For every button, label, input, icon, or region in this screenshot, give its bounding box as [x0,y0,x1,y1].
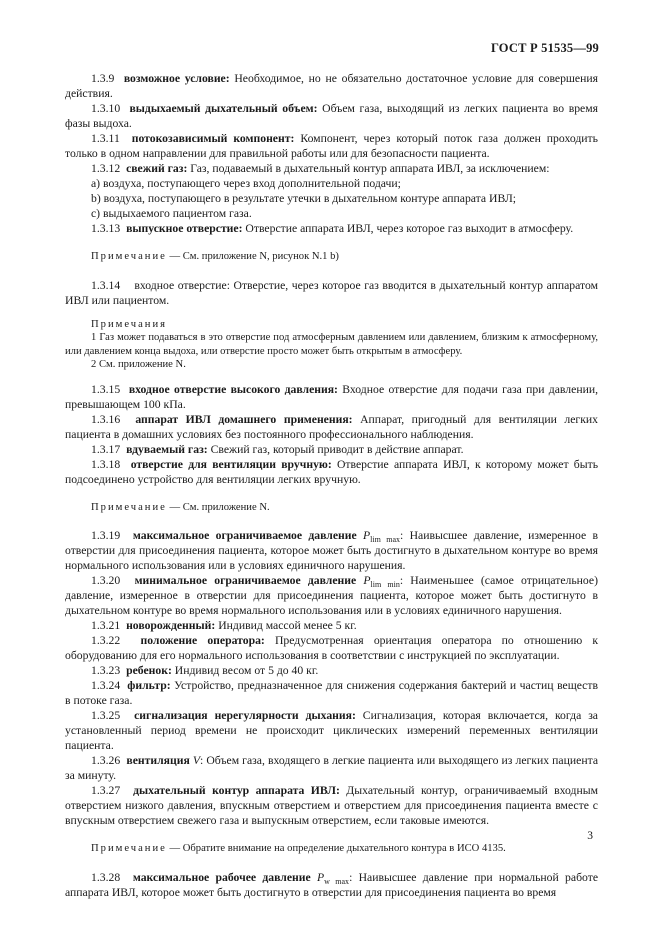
symbol-subscript: lim max [370,535,401,544]
entry-number: 1.3.21 [91,619,121,632]
entry-number: 1.3.10 [91,102,121,115]
entry-1-3-13 [65,221,598,236]
entry-number: 1.3.25 [91,709,121,722]
entry-1-3-17 [65,442,598,457]
entry-1-3-27 [65,783,598,828]
symbol: P [363,574,371,587]
entry-1-3-18 [65,457,598,487]
entry-text: : Наименьшее (самое отрицательное) давление, измеренное в отверстии для присоединения пациента, которое может быть достигнуто в дыхательном контуре во время нормального использования или в условиях единичного нарушения. [65,574,598,617]
note-text: — См. приложение N. [166,501,270,513]
entry-number: 1.3.9 [91,72,115,85]
note-text: — Обратите внимание на определение дыхательного контура в ИСО 4135. [166,843,506,854]
entry-1-3-20 [65,573,598,618]
entry-term: максимальное ограничиваемое давление [132,529,357,542]
list-item-c: с) выдыхаемого пациентом газа. [91,207,252,220]
entry-text: Аппарат, пригодный для вентиляции легких пациента в домашних условиях без постоянного профессионального наблюдения. [65,412,598,441]
entry-number: 1.3.13 [91,222,121,235]
entry-1-3-28 [65,870,598,900]
entry-1-3-21 [65,618,598,633]
entry-term: входное отверстие высокого давления: [128,382,338,396]
entry-term: отверстие для вентиляции вручную: [130,457,332,471]
symbol-subscript: w max [324,876,350,886]
note-heading: Примечание [91,251,167,262]
page-number: 3 [587,830,593,842]
entry-number: 1.3.22 [91,634,121,647]
symbol-subscript: lim min [370,580,400,589]
entry-1-3-23 [65,663,598,678]
entry-text: Индивид весом от 5 до 40 кг. [171,664,319,677]
note-2-heading [65,318,598,332]
entry-1-3-10 [65,101,598,131]
entry-number: 1.3.17 [91,442,121,456]
entry-1-3-9 [65,71,598,101]
entry-number: 1.3.12 [91,162,121,175]
entry-term: максимальное рабочее давление [132,870,311,884]
entry-number: 1.3.20 [91,574,121,587]
entry-number: 1.3.15 [91,382,121,396]
entry-text: входное отверстие: Отверстие, через которое газ вводится в дыхательный контур аппаратом ИВЛ или пациентом. [65,278,598,307]
entry-number: 1.3.19 [91,529,121,542]
entry-text: Отверстие аппарата ИВЛ, к которому может быть подсоединено устройство для вентиляции легких вручную. [65,457,599,486]
symbol: V [192,754,201,767]
entry-term: свежий газ: [126,162,188,175]
symbol: P [363,529,371,542]
entry-term: выпускное отверстие: [126,222,243,235]
note-4 [65,842,598,856]
entry-text: Предусмотренная ориентация оператора по отношению к оборудованию для его нормального использования в соответствии с инструкцией по эксплуатации. [65,634,599,662]
entry-text: Сигнализация, которая включается, когда за установленный период времени не происходит циклических измерений переменных вентиляции пациента. [65,709,598,752]
entry-text: Устройство, предназначенное для снижения содержания бактерий и частиц веществ в потоке газа. [65,679,598,707]
entry-term: аппарат ИВЛ домашнего применения: [135,412,353,426]
entry-term: фильтр: [127,679,171,692]
entry-1-3-19 [65,528,598,573]
entry-1-3-14 [65,278,598,308]
entry-term: ребенок: [126,664,172,677]
entry-1-3-24 [65,678,598,708]
entry-text: : Наивысшее давление при нормальной работе аппарата ИВЛ, которое может быть достигнуто в отверстии для присоединения пациента во время [65,870,599,899]
entry-term: дыхательный контур аппарата ИВЛ: [133,784,340,797]
symbol: P [316,870,325,884]
entry-1-3-22 [65,633,598,663]
note-text: — См. приложение N, рисунок N.1 b) [166,251,339,262]
entry-text: Отверстие аппарата ИВЛ, через которое газ выходит в атмосферу. [242,222,574,235]
entry-text: : Объем газа, входящего в легкие пациента или выходящего из легких пациента за минуту. [65,754,599,782]
entry-term: вентиляция [126,754,190,767]
entry-term: возможное условие: [123,72,230,85]
entry-text: Свежий газ, который приводит в действие аппарат. [207,442,464,456]
entry-term: выдыхаемый дыхательный объем: [129,102,318,115]
entry-number: 1.3.11 [91,132,120,145]
entry-number: 1.3.26 [91,754,121,767]
entry-text: Индивид массой менее 5 кг. [215,619,357,632]
document-body [65,71,598,900]
entry-text: Необходимое, но не обязательно достаточное условие для совершения действия. [65,72,599,100]
note-3 [65,501,598,515]
entry-1-3-26 [65,753,598,783]
entry-1-3-25 [65,708,598,753]
entry-1-3-12 [65,161,598,176]
note-1 [65,250,598,264]
note-2-item-2: 2 См. приложение N. [91,359,186,370]
document-id: ГОСТ Р 51535—99 [490,41,599,55]
note-heading: Примечания [91,318,167,330]
entry-text: Входное отверстие для подачи газа при давлении, превышающем 100 кПа. [65,382,599,411]
entry-number: 1.3.16 [91,412,121,426]
entry-number: 1.3.28 [91,870,121,884]
entry-number: 1.3.24 [91,679,121,692]
entry-number: 1.3.23 [91,664,121,677]
entry-term: сигнализация нерегулярности дыхания: [134,709,356,722]
entry-term: вдуваемый газ: [126,442,208,456]
entry-number: 1.3.14 [91,278,121,292]
entry-1-3-16 [65,412,598,442]
note-2-item-1: 1 Газ может подаваться в это отверстие под атмосферным давлением или давлением, близким к атмосферному, или давлением конца выдоха, или отверстие просто может быть открытым в атмосферу. [65,332,598,357]
list-item-b: b) воздуха, поступающего в результате утечки в дыхательном контуре аппарата ИВЛ; [91,192,517,205]
entry-text: : Наивысшее давление, измеренное в отверстии для присоединения пациента, которое может быть достигнуто в дыхательном контуре во время нормального использования или в условиях единичного нарушения. [65,529,599,572]
entry-1-3-15 [65,382,598,412]
list-item-a: а) воздуха, поступающего через вход дополнительной подачи; [91,177,401,190]
note-heading: Примечание [91,843,167,854]
entry-1-3-11 [65,131,598,161]
entry-term: положение оператора: [140,634,265,647]
entry-text: Компонент, через который поток газа должен проходить только в одном направлении для правильной работы или для безопасности пациента. [65,132,598,160]
entry-term: минимальное ограничиваемое давление [134,574,357,587]
entry-text: Газ, подаваемый в дыхательный контур аппарата ИВЛ, за исключением: [187,162,550,175]
entry-number: 1.3.27 [91,784,121,797]
note-heading: Примечание [91,501,167,513]
entry-term: новорожденный: [126,619,216,632]
entry-term: потокозависимый компонент: [131,132,295,145]
entry-text: Объем газа, выходящий из легких пациента во время фазы выдоха. [65,102,599,130]
entry-number: 1.3.18 [91,457,121,471]
entry-text: Дыхательный контур, ограничиваемый входным отверстием низкого давления, впускным отверстием и отверстием для присоединения пациента вместе с впускным отверстием свежего газа и выпускным отверстием, если таковые имеются. [65,784,599,827]
